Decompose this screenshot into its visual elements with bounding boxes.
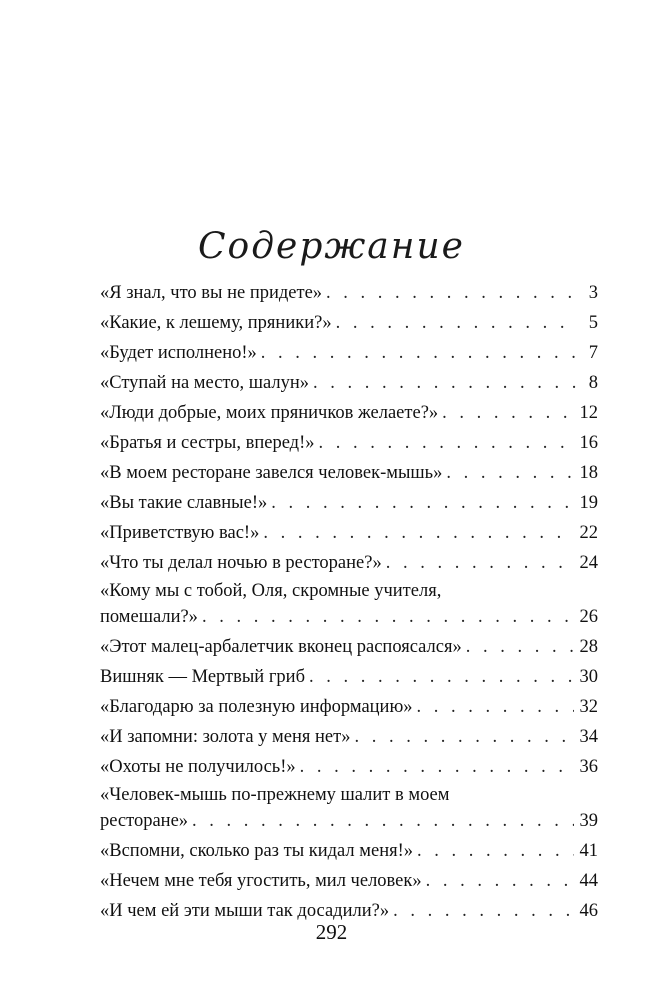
toc-entry-title: «Вспомни, сколько раз ты кидал меня!» xyxy=(100,841,414,861)
toc-entry-page: 44 xyxy=(579,871,598,891)
dot-leader xyxy=(271,488,573,518)
dot-leader xyxy=(263,518,573,548)
toc-entry-page: 28 xyxy=(579,637,598,657)
toc-entry-title: «В моем ресторане завелся человек-мышь» xyxy=(100,463,443,483)
toc-entry xyxy=(100,488,598,518)
toc-entry-title: «И запомни: золота у меня нет» xyxy=(100,727,351,747)
toc-entry-title: «Будет исполнено!» xyxy=(100,343,257,363)
toc-entry-title: «Нечем мне тебя угостить, мил человек» xyxy=(100,871,422,891)
toc-entry-page: 36 xyxy=(579,757,598,777)
toc-entry-page: 30 xyxy=(579,667,598,687)
toc-entry-title-line2: ресторане» xyxy=(100,811,189,831)
toc-entry-page: 26 xyxy=(579,607,598,627)
toc-entry-title: «Этот малец-арбалетчик вконец распоясался» xyxy=(100,637,462,657)
toc-entry xyxy=(100,428,598,458)
dot-leader xyxy=(318,428,573,458)
toc-entry-title: «Что ты делал ночью в ресторане?» xyxy=(100,553,382,573)
toc-entry xyxy=(100,308,598,338)
dot-leader xyxy=(426,866,574,896)
toc-entry-page: 19 xyxy=(579,493,598,513)
toc-entry xyxy=(100,692,598,722)
toc-entry xyxy=(100,836,598,866)
toc-entry-page: 8 xyxy=(588,373,598,393)
toc-entry-title: «Какие, к лешему, пряники?» xyxy=(100,313,332,333)
toc-entry-title: «Люди добрые, моих пряничков желаете?» xyxy=(100,403,439,423)
toc-entry-page: 22 xyxy=(579,523,598,543)
toc-entry-page: 39 xyxy=(579,811,598,831)
toc-entry-page: 24 xyxy=(579,553,598,573)
toc-entry xyxy=(100,548,598,578)
toc-entry-page: 41 xyxy=(579,841,598,861)
toc-entry-title-line2: помешали?» xyxy=(100,607,198,627)
dot-leader xyxy=(442,398,573,428)
toc-entry xyxy=(100,632,598,662)
toc-entry-page: 34 xyxy=(579,727,598,747)
dot-leader xyxy=(300,752,574,782)
toc-entry-page: 7 xyxy=(588,343,598,363)
dot-leader xyxy=(261,338,576,368)
toc-entry-page: 18 xyxy=(579,463,598,483)
toc-entry-page: 16 xyxy=(579,433,598,453)
toc-entry-title: «Благодарю за полезную информацию» xyxy=(100,697,413,717)
page-number: 292 xyxy=(315,920,348,944)
toc-entry xyxy=(100,662,598,692)
dot-leader xyxy=(309,662,574,692)
dot-leader xyxy=(326,278,576,308)
toc-entry xyxy=(100,368,598,398)
toc-entry-page: 3 xyxy=(588,283,598,303)
dot-leader xyxy=(354,722,573,752)
toc-entry-title: «И чем ей эти мыши так досадили?» xyxy=(100,901,390,921)
toc-entry xyxy=(100,752,598,782)
dot-leader xyxy=(336,308,576,338)
toc-entry xyxy=(100,866,598,896)
toc-entry-title: «Братья и сестры, вперед!» xyxy=(100,433,315,453)
toc-entry xyxy=(100,458,598,488)
toc-entry xyxy=(100,782,598,836)
toc-entry-title-line1: «Человек-мышь по-прежнему шалит в моем xyxy=(100,785,450,805)
toc-entry xyxy=(100,518,598,548)
dot-leader xyxy=(446,458,573,488)
toc-entry xyxy=(100,578,598,632)
toc-entry xyxy=(100,338,598,368)
table-of-contents xyxy=(100,278,598,926)
toc-entry xyxy=(100,722,598,752)
dot-leader xyxy=(386,548,574,578)
dot-leader xyxy=(417,836,573,866)
toc-entry-title: «Охоты не получилось!» xyxy=(100,757,296,777)
toc-entry xyxy=(100,398,598,428)
toc-entry-title: «Я знал, что вы не придете» xyxy=(100,283,323,303)
dot-leader xyxy=(466,632,574,662)
dot-leader xyxy=(202,604,574,630)
toc-entry-page: 46 xyxy=(579,901,598,921)
toc-entry-page: 12 xyxy=(579,403,598,423)
toc-entry-title-line1: «Кому мы с тобой, Оля, скромные учителя, xyxy=(100,581,442,601)
toc-entry-title: «Приветствую вас!» xyxy=(100,523,260,543)
page-title: Содержание xyxy=(198,226,465,267)
toc-entry-page: 5 xyxy=(588,313,598,333)
dot-leader xyxy=(192,808,573,834)
toc-entry-title: «Вы такие славные!» xyxy=(100,493,268,513)
toc-entry-title: «Ступай на место, шалун» xyxy=(100,373,309,393)
dot-leader xyxy=(313,368,576,398)
dot-leader xyxy=(417,692,574,722)
toc-entry-page: 32 xyxy=(579,697,598,717)
toc-entry xyxy=(100,278,598,308)
toc-entry-title: Вишняк — Мертвый гриб xyxy=(100,667,305,687)
